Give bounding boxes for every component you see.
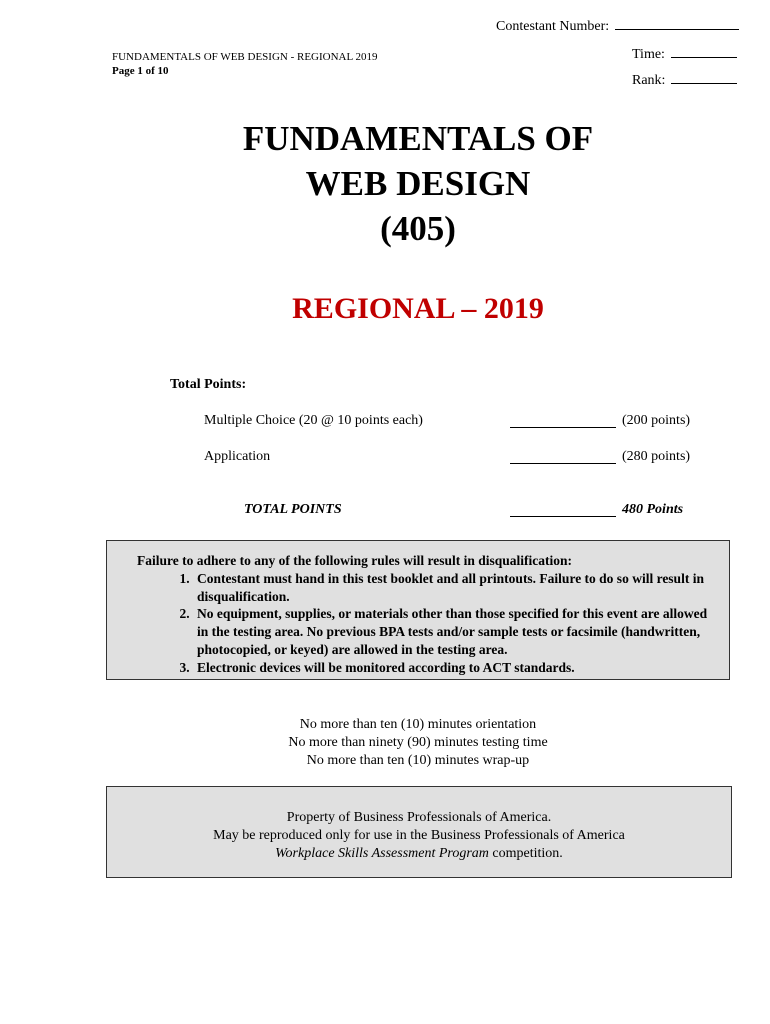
title-line-2: WEB DESIGN xyxy=(305,164,531,203)
time-limits xyxy=(0,716,770,770)
page-number: Page 1 of 10 xyxy=(112,65,169,77)
rank-field xyxy=(632,73,737,89)
points-row-label: Multiple Choice (20 @ 10 points each) xyxy=(204,413,423,428)
title-line-3: (405) xyxy=(380,209,456,248)
points-row-label: Application xyxy=(204,449,271,464)
time-limit-line: No more than ten (10) minutes orientation xyxy=(299,717,537,732)
time-blank xyxy=(671,56,737,58)
contestant-number-field xyxy=(496,19,739,35)
points-row-blank xyxy=(510,427,616,428)
rules-box xyxy=(106,540,730,680)
time-limit-line: No more than ninety (90) minutes testing time xyxy=(288,735,548,750)
running-header-title: FUNDAMENTALS OF WEB DESIGN - REGIONAL 2019 xyxy=(112,51,378,63)
rules-intro: Failure to adhere to any of the following rules will result in disqualification: xyxy=(137,553,573,568)
points-row-total xyxy=(0,502,770,522)
total-points-row-label: TOTAL POINTS xyxy=(244,502,342,517)
rules-list xyxy=(137,570,717,677)
points-row-blank xyxy=(510,516,616,517)
rank-blank xyxy=(671,82,737,84)
points-row-value: (200 points) xyxy=(622,413,691,428)
total-points-label: Total Points: xyxy=(170,377,247,392)
rank-label: Rank: xyxy=(632,73,666,88)
property-line-1: Property of Business Professionals of America. xyxy=(286,810,552,825)
total-points-value: 480 Points xyxy=(622,502,684,517)
title-line-1: FUNDAMENTALS OF xyxy=(242,119,594,158)
points-row-value: (280 points) xyxy=(622,449,691,464)
rule-item: 1. Contestant must hand in this test booklet and all printouts. Failure to do so will result in disqualification. xyxy=(193,570,717,606)
time-label: Time: xyxy=(632,47,665,62)
page-title xyxy=(0,116,770,251)
time-field xyxy=(632,47,737,63)
property-line-3-rest: competition. xyxy=(488,846,563,861)
property-notice-box xyxy=(106,786,732,878)
points-row-blank xyxy=(510,463,616,464)
rule-item: 3. Electronic devices will be monitored according to ACT standards. xyxy=(193,659,717,677)
property-line-3 xyxy=(107,845,731,863)
points-row-multiple-choice xyxy=(0,413,770,433)
subtitle: REGIONAL – 2019 xyxy=(292,292,544,325)
contestant-number-label: Contestant Number: xyxy=(496,19,610,34)
property-line-2: May be reproduced only for use in the Business Professionals of America xyxy=(213,828,625,843)
program-name: Workplace Skills Assessment Program xyxy=(275,846,489,861)
rule-item: 2. No equipment, supplies, or materials other than those specified for this event are allowed in the testing area. No previous BPA tests and/or sample tests or facsimile (handwritten, photocopied, or keyed) are allowed in the testing area. xyxy=(193,605,717,658)
running-header xyxy=(112,50,378,78)
time-limit-line: No more than ten (10) minutes wrap-up xyxy=(306,753,530,768)
contestant-number-blank xyxy=(615,28,739,30)
points-row-application xyxy=(0,449,770,469)
